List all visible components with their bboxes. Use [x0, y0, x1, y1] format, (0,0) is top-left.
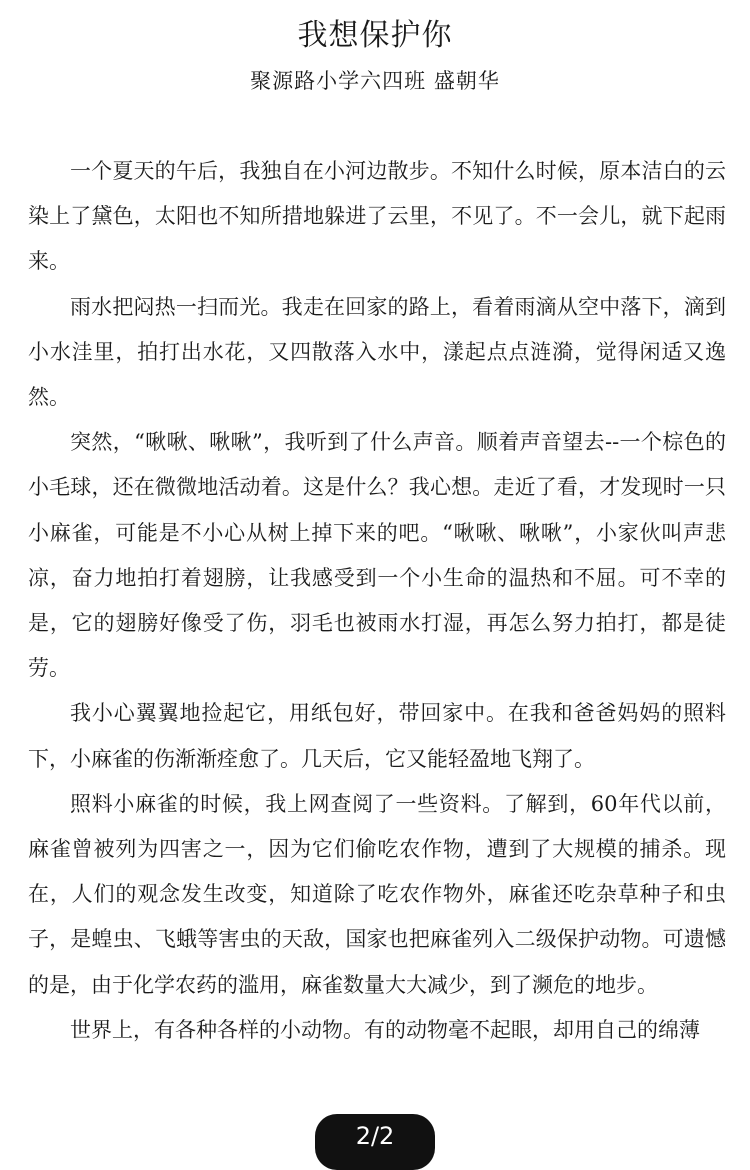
author-byline: 聚源路小学六四班 盛朝华	[250, 69, 500, 93]
paragraph: 一个夏天的午后，我独自在小河边散步。不知什么时候，原本洁白的云染上了黛色，太阳也不知所措地躲进了云里，不见了。不一会儿，就下起雨来。	[28, 159, 726, 274]
paragraph: 我小心翼翼地捡起它，用纸包好，带回家中。在我和爸爸妈妈的照料下，小麻雀的伤渐渐痊愈了。几天后，它又能轻盈地飞翔了。	[28, 701, 726, 771]
article-body	[28, 149, 726, 1053]
page-title: 我想保护你	[297, 18, 453, 53]
paragraph: 世界上，有各种各样的小动物。有的动物毫不起眼，却用自己的绵薄	[70, 1017, 700, 1042]
paragraph: 照料小麻雀的时候，我上网查阅了一些资料。了解到，60年代以前，麻雀曾被列为四害之一，因为它们偷吃农作物，遭到了大规模的捕杀。现在，人们的观念发生改变，知道除了吃农作物外，麻雀还吃杂草种子和虫子，是蝗虫、飞蛾等害虫的天敌，国家也把麻雀列入二级保护动物。可遗憾的是，由于化学农药的滥用，麻雀数量大大减少，到了濒危的地步。	[28, 791, 726, 997]
page-indicator[interactable]: 2/2	[315, 1114, 435, 1170]
paragraph: 突然，“啾啾、啾啾”，我听到了什么声音。顺着声音望去--一个棕色的小毛球，还在微微地活动着。这是什么？我心想。走近了看，才发现时一只小麻雀，可能是不小心从树上掉下来的吧。“啾啾、啾啾”，小家伙叫声悲凉，奋力地拍打着翅膀，让我感受到一个小生命的温热和不屈。可不幸的是，它的翅膀好像受了伤，羽毛也被雨水打湿，再怎么努力拍打，都是徒劳。	[28, 430, 726, 681]
paragraph: 雨水把闷热一扫而光。我走在回家的路上，看着雨滴从空中落下，滴到小水洼里，拍打出水花，又四散落入水中，漾起点点涟漪，觉得闲适又逸然。	[28, 294, 726, 410]
